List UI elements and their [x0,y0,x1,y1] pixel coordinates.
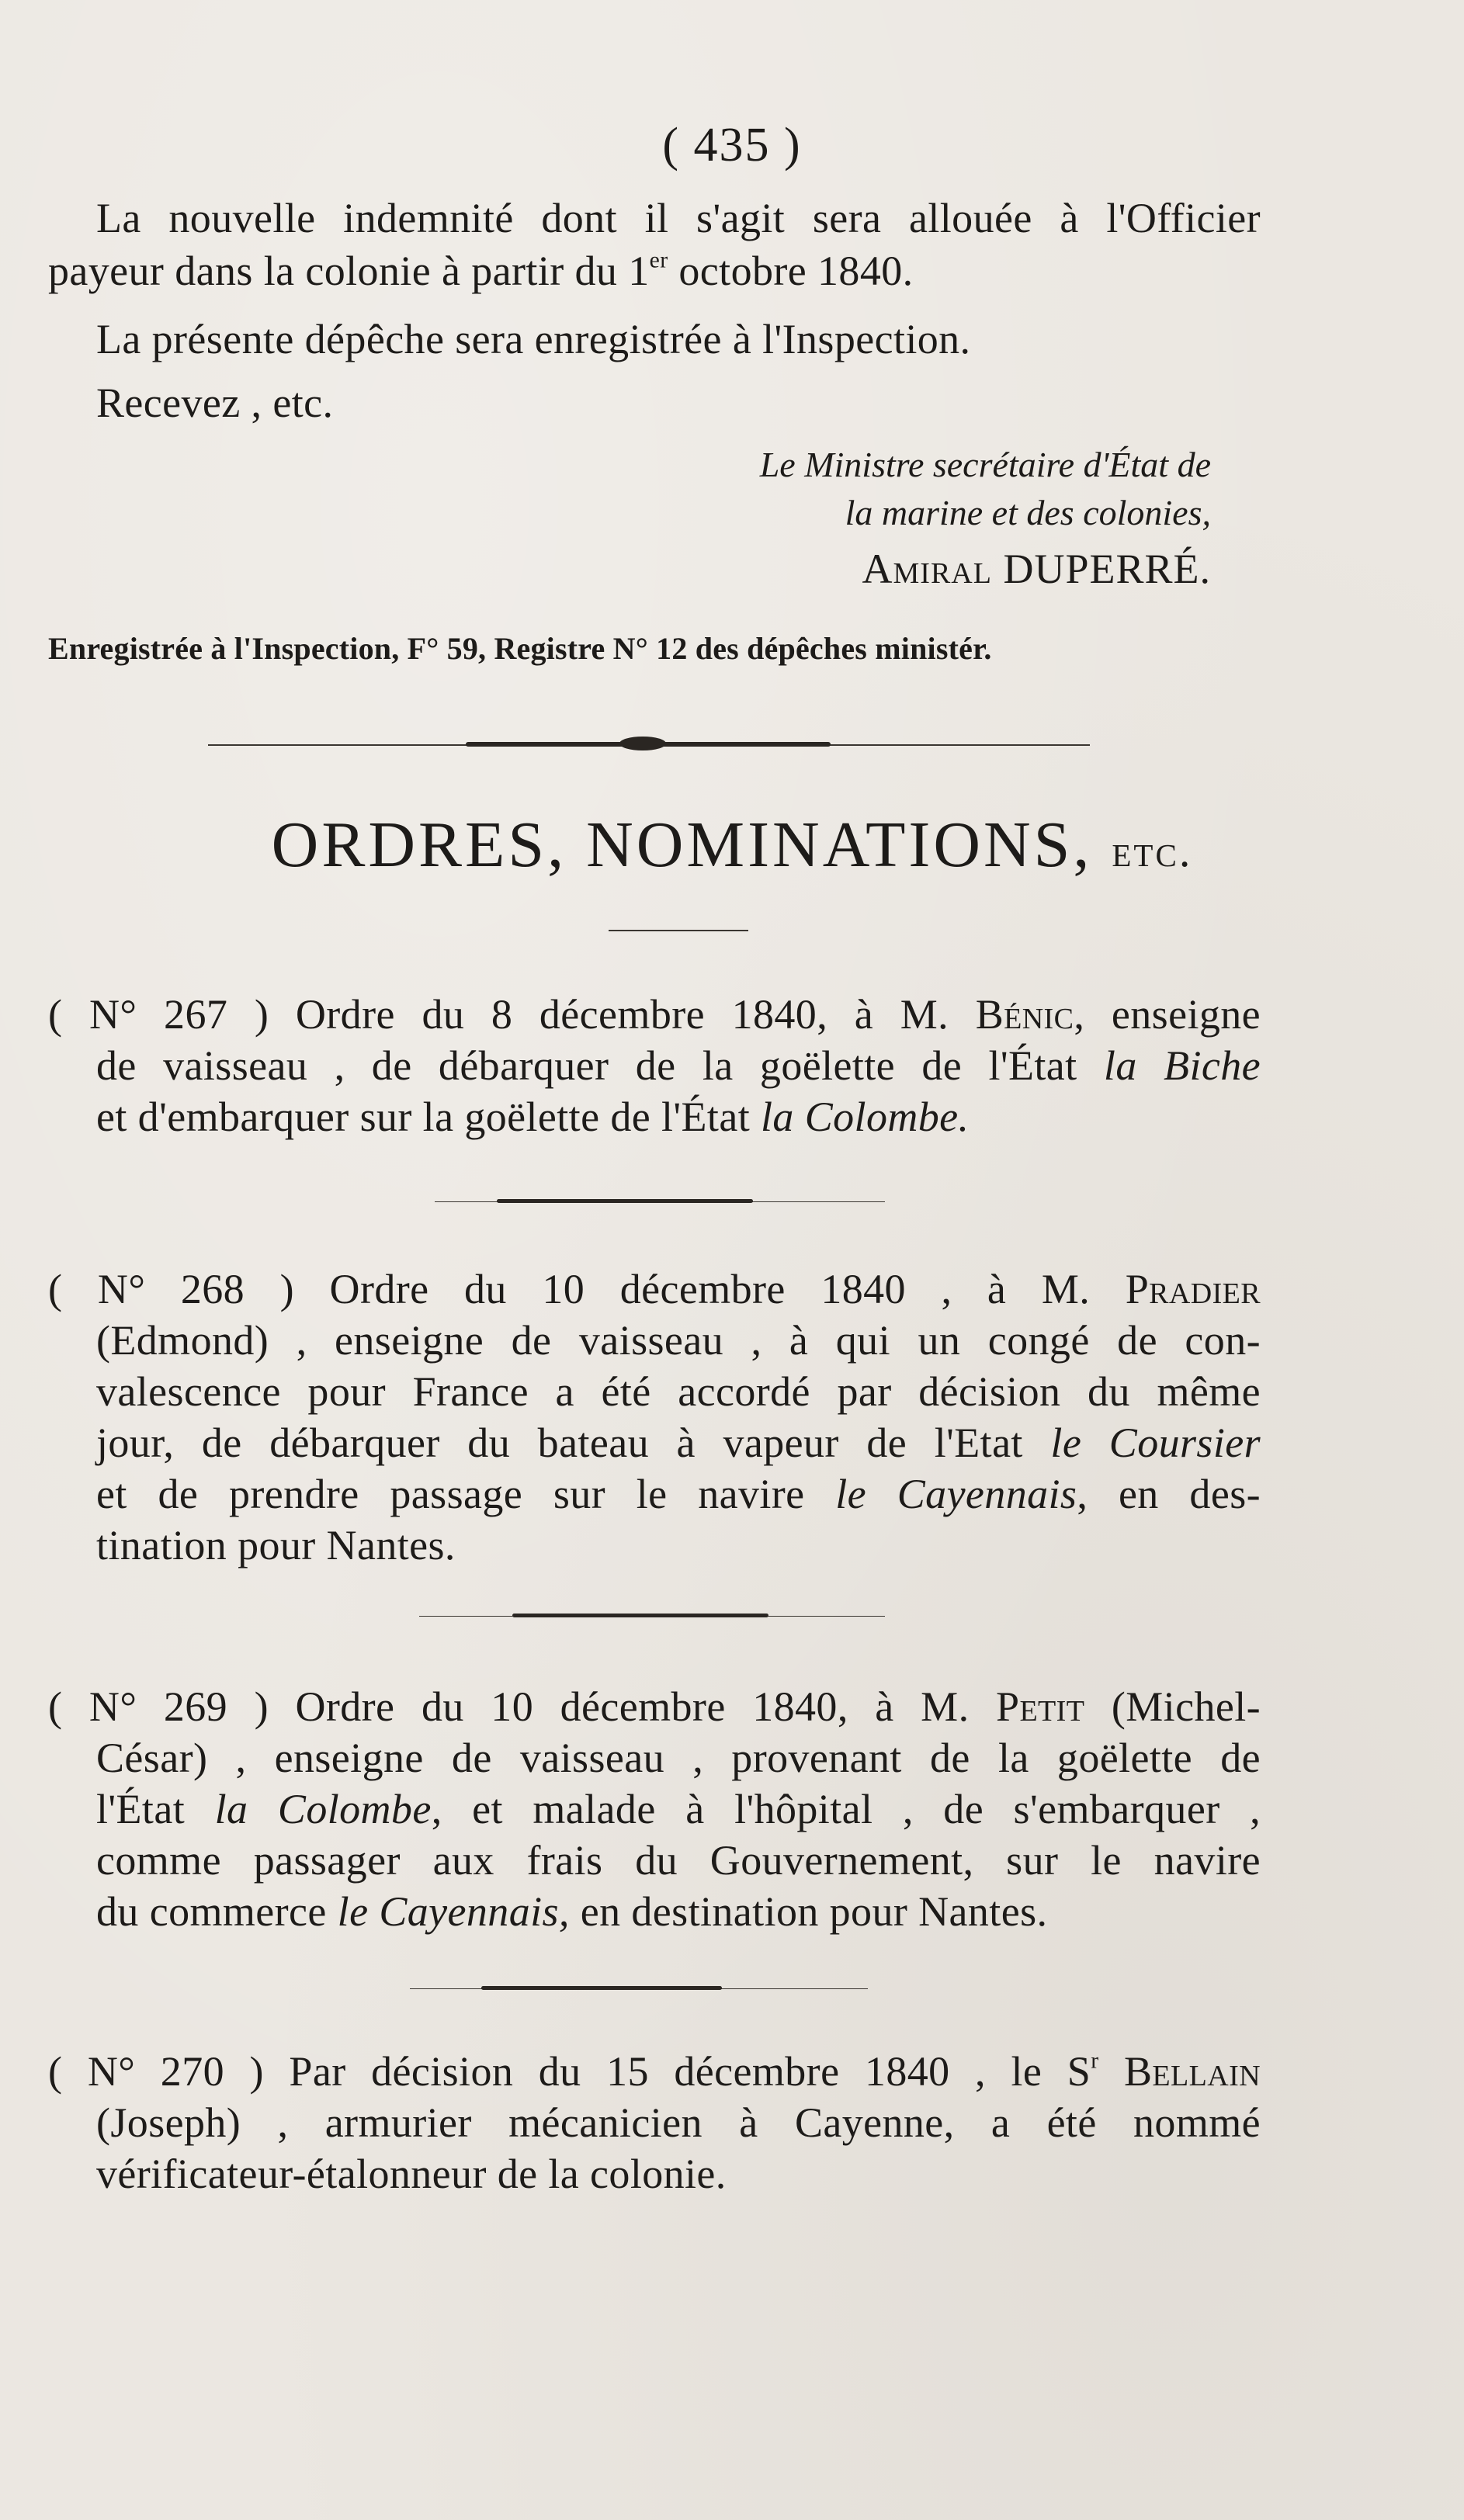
order-entry-line [96,1468,1261,1520]
section-title-etc: etc. [1112,826,1193,876]
intro-line-2-sup: er [649,248,668,273]
ship-name: le Cayennais, [337,1888,570,1935]
order-entry-line [48,989,1261,1040]
order-text: ( N° 270 ) Par décision du 15 décembre 1840 , le S [48,2048,1091,2095]
order-text: de vaisseau , de débarquer de la goëlette de l'État [96,1042,1104,1089]
separator-thick [512,1614,768,1617]
ship-name: la Colombe [214,1786,432,1832]
order-text: valescence pour France a été accordé par décision du même [96,1368,1261,1415]
ship-name: le Cayennais [835,1471,1077,1517]
divider-ornament-icon [619,737,666,750]
order-text: tination pour Nantes. [96,1522,456,1569]
order-entry-line [96,1835,1261,1886]
order-text: , et malade à l'hôpital , de s'embarquer , [431,1786,1261,1832]
order-text: jour, de débarquer du bateau à vapeur de l'Etat [96,1419,1051,1466]
order-entry-line [48,1263,1261,1315]
order-entry-line [96,1732,1261,1783]
order-entry-line [96,1366,1261,1417]
order-entry-line [96,1886,1047,1937]
signature-title-line-2: la marine et des colonies, [845,493,1211,532]
order-text: , en des- [1077,1471,1261,1517]
ship-name: la Colombe. [761,1094,970,1140]
intro-line-2 [48,245,914,296]
person-name: Petit [996,1683,1085,1730]
signature-rank: Amiral [862,546,992,592]
person-name: Pradier [1125,1266,1261,1312]
order-text: (Joseph) , armurier mécanicien à Cayenne, a été nommé [96,2099,1261,2146]
intro-line-3: La présente dépêche sera enregistrée à l'Inspection. [96,316,971,362]
page-number: ( 435 ) [662,119,802,172]
section-title-main: ORDRES, NOMINATIONS, [271,809,1093,881]
order-entry-line [96,2097,1261,2148]
order-text: comme passager aux frais du Gouvernement, sur le navire [96,1837,1261,1884]
order-text: r [1091,2048,1099,2074]
order-text: , enseigne [1074,991,1261,1038]
order-entry-line [96,1783,1261,1835]
order-entry-line [48,2046,1261,2097]
order-text: du commerce [96,1888,338,1935]
order-text: en destination pour Nantes. [569,1888,1048,1935]
signature-title-line-1: Le Ministre secrétaire d'État de [759,445,1211,484]
order-entry-line [48,1681,1261,1732]
order-entry-line [96,1091,969,1142]
person-name: Bellain [1124,2048,1261,2095]
ship-name: la Biche [1103,1042,1261,1089]
order-text: vérificateur-étalonneur de la colonie. [96,2151,727,2197]
order-entry-line [96,1040,1261,1091]
registration-note: Enregistrée à l'Inspection, F° 59, Registre N° 12 des dépêches ministér. [48,631,992,666]
order-entry-line [96,1417,1261,1468]
order-text: l'État [96,1786,215,1832]
order-text: et de prendre passage sur le navire [96,1471,836,1517]
signature-name [543,545,1211,593]
order-text: César) , enseigne de vaisseau , provenant de la goëlette de [96,1735,1261,1781]
order-entry-line [96,2148,727,2199]
order-text: ( N° 269 ) Ordre du 10 décembre 1840, à M. [48,1683,997,1730]
person-name: Bénic [975,991,1074,1038]
title-underline [609,930,748,931]
intro-line-4: Recevez , etc. [96,380,334,426]
signature-surname: DUPERRÉ. [1003,546,1211,592]
intro-line-1: La nouvelle indemnité dont il s'agit sera allouée à l'Officier [96,195,1261,241]
section-title [0,807,1464,882]
order-text: (Michel- [1084,1683,1261,1730]
order-text [1098,2048,1124,2095]
order-text: ( N° 268 ) Ordre du 10 décembre 1840 , à M. [48,1266,1126,1312]
order-text: et d'embarquer sur la goëlette de l'État [96,1094,761,1140]
order-text: ( N° 267 ) Ordre du 8 décembre 1840, à M. [48,991,976,1038]
intro-line-2-text: payeur dans la colonie à partir du 1 [48,248,650,294]
separator-thick [497,1199,753,1203]
order-text: (Edmond) , enseigne de vaisseau , à qui un congé de con- [96,1317,1261,1364]
ship-name: le Coursier [1050,1419,1261,1466]
intro-line-2-date: octobre 1840. [668,248,914,294]
order-entry-line [96,1315,1261,1366]
order-entry-line [96,1520,456,1571]
separator-thick [481,1986,722,1990]
